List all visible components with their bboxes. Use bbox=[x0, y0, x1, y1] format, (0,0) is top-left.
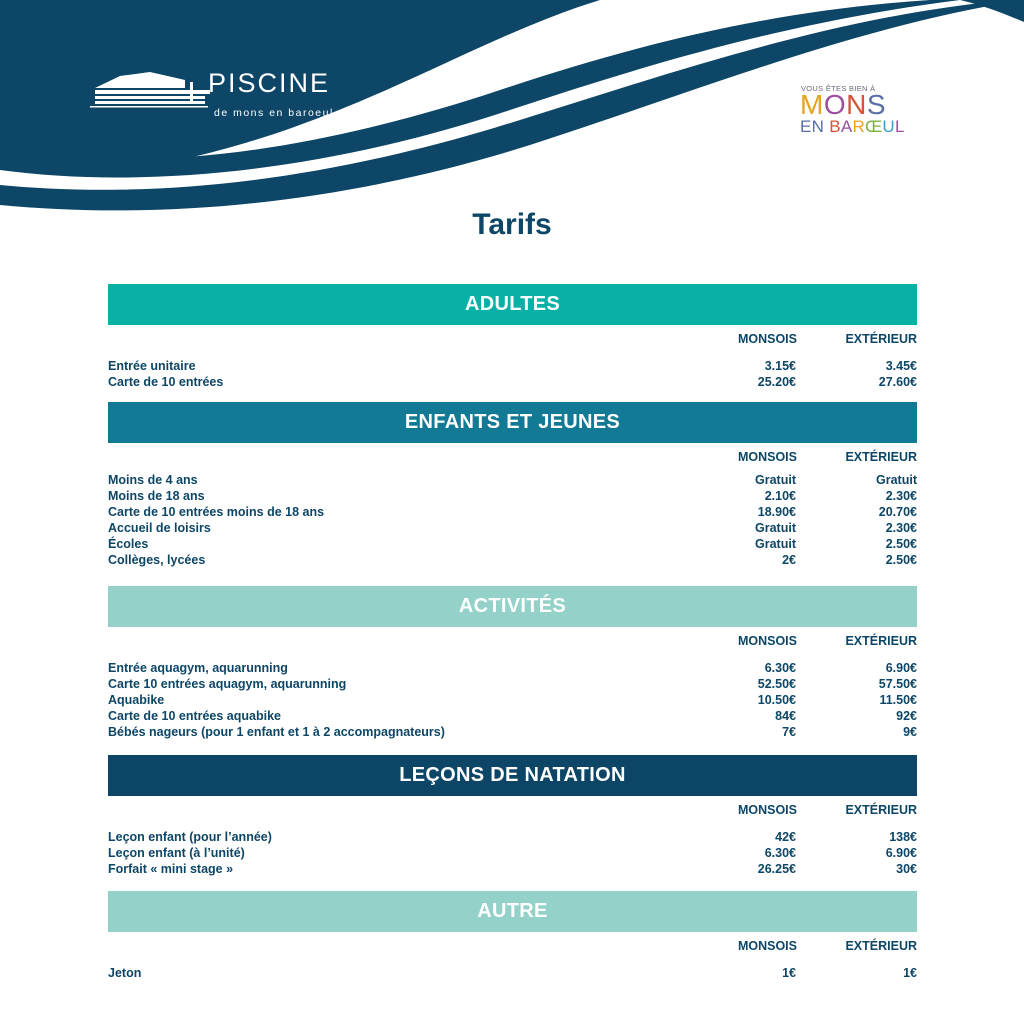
row-label: Écoles bbox=[108, 537, 149, 551]
price-row bbox=[108, 830, 917, 846]
row-label: Carte 10 entrées aquagym, aquarunning bbox=[108, 677, 347, 691]
wave-swoosh-3 bbox=[960, 0, 1024, 22]
column-monsois: MONSOIS bbox=[737, 803, 797, 817]
price-exterieur: 30€ bbox=[896, 862, 917, 876]
price-monsois: 84€ bbox=[775, 709, 796, 723]
price-monsois: 3.15€ bbox=[764, 359, 796, 373]
column-monsois: MONSOIS bbox=[737, 332, 797, 346]
piscine-logo bbox=[90, 62, 340, 132]
row-label: Bébés nageurs (pour 1 enfant et 1 à 2 accompagnateurs) bbox=[108, 725, 445, 739]
row-label: Carte de 10 entrées aquabike bbox=[108, 709, 281, 723]
price-monsois: 7€ bbox=[782, 725, 796, 739]
row-label: Carte de 10 entrées moins de 18 ans bbox=[108, 505, 325, 519]
mons-letter: M bbox=[800, 89, 824, 120]
piscine-wordmark: PISCINE bbox=[208, 68, 331, 98]
price-row bbox=[108, 661, 917, 677]
row-label: Moins de 4 ans bbox=[108, 473, 198, 487]
price-exterieur: 3.45€ bbox=[885, 359, 917, 373]
price-monsois: Gratuit bbox=[755, 473, 796, 487]
price-exterieur: 6.90€ bbox=[885, 846, 917, 860]
price-row bbox=[108, 693, 917, 709]
column-exterieur: EXTÉRIEUR bbox=[845, 939, 917, 953]
price-exterieur: 2.30€ bbox=[885, 521, 917, 535]
mons-letter: O bbox=[823, 89, 847, 120]
price-row bbox=[108, 553, 917, 569]
price-row bbox=[108, 709, 917, 725]
row-label: Jeton bbox=[108, 966, 142, 980]
building-icon bbox=[90, 66, 215, 116]
price-exterieur: 2.50€ bbox=[885, 537, 917, 551]
baroeul-letter: R bbox=[852, 117, 866, 136]
price-monsois: Gratuit bbox=[755, 521, 796, 535]
price-row bbox=[108, 521, 917, 537]
column-monsois: MONSOIS bbox=[737, 634, 797, 648]
price-exterieur: 20.70€ bbox=[878, 505, 917, 519]
price-row bbox=[108, 359, 917, 375]
section-header: LEÇONS DE NATATION bbox=[108, 755, 917, 796]
price-exterieur: 6.90€ bbox=[885, 661, 917, 675]
price-row bbox=[108, 966, 917, 982]
price-monsois: 6.30€ bbox=[764, 846, 796, 860]
baroeul-letter: Œ bbox=[865, 117, 883, 136]
en-baroeul-wordmark bbox=[800, 117, 905, 137]
price-exterieur: 11.50€ bbox=[879, 693, 917, 707]
price-row bbox=[108, 505, 917, 521]
price-row bbox=[108, 862, 917, 878]
price-exterieur: 27.60€ bbox=[878, 375, 917, 389]
row-label: Entrée unitaire bbox=[108, 359, 196, 373]
mons-tagline: VOUS ÊTES BIEN À bbox=[801, 84, 876, 93]
column-headers bbox=[108, 932, 917, 962]
price-monsois: 2.10€ bbox=[764, 489, 796, 503]
price-monsois: 26.25€ bbox=[757, 862, 796, 876]
section-enfants-jeunes bbox=[108, 402, 917, 569]
row-label: Collèges, lycées bbox=[108, 553, 206, 567]
column-headers bbox=[108, 796, 917, 826]
baroeul-letter: N bbox=[811, 117, 825, 136]
price-exterieur: 2.50€ bbox=[885, 553, 917, 567]
section-header: ADULTES bbox=[108, 284, 917, 325]
price-monsois: 42€ bbox=[775, 830, 796, 844]
mons-letter: N bbox=[846, 89, 867, 120]
price-monsois: 10.50€ bbox=[757, 693, 796, 707]
row-label: Accueil de loisirs bbox=[108, 521, 211, 535]
price-exterieur: 9€ bbox=[903, 725, 917, 739]
mons-wordmark bbox=[800, 90, 886, 120]
baroeul-letter: E bbox=[800, 117, 812, 136]
column-exterieur: EXTÉRIEUR bbox=[845, 450, 917, 464]
price-monsois: 25.20€ bbox=[757, 375, 796, 389]
mons-en-baroeul-logo bbox=[800, 84, 930, 144]
price-exterieur: 2.30€ bbox=[885, 489, 917, 503]
column-headers bbox=[108, 325, 917, 355]
section-activites bbox=[108, 586, 917, 741]
baroeul-letter: B bbox=[829, 117, 841, 136]
section-autre bbox=[108, 891, 917, 982]
price-exterieur: 138€ bbox=[889, 830, 917, 844]
price-monsois: Gratuit bbox=[755, 537, 796, 551]
baroeul-letter: A bbox=[840, 117, 853, 136]
row-label: Entrée aquagym, aquarunning bbox=[108, 661, 288, 675]
mons-letter: S bbox=[866, 89, 887, 120]
price-row bbox=[108, 537, 917, 553]
baroeul-letter: L bbox=[894, 117, 905, 136]
section-header: ACTIVITÉS bbox=[108, 586, 917, 627]
price-exterieur: 1€ bbox=[903, 966, 917, 980]
row-label: Aquabike bbox=[108, 693, 165, 707]
column-exterieur: EXTÉRIEUR bbox=[845, 634, 917, 648]
price-row bbox=[108, 677, 917, 693]
column-headers bbox=[108, 443, 917, 473]
section-adultes bbox=[108, 284, 917, 391]
row-label: Leçon enfant (pour l’année) bbox=[108, 830, 272, 844]
price-exterieur: 57.50€ bbox=[878, 677, 917, 691]
column-monsois: MONSOIS bbox=[737, 939, 797, 953]
price-row bbox=[108, 473, 917, 489]
row-label: Carte de 10 entrées bbox=[108, 375, 224, 389]
piscine-subtitle: de mons en baroeul bbox=[214, 107, 334, 119]
price-row bbox=[108, 489, 917, 505]
row-label: Forfait « mini stage » bbox=[108, 862, 234, 876]
price-monsois: 18.90€ bbox=[757, 505, 796, 519]
section-lecons-natation bbox=[108, 755, 917, 878]
price-monsois: 52.50€ bbox=[757, 677, 796, 691]
price-row bbox=[108, 846, 917, 862]
price-row bbox=[108, 375, 917, 391]
price-monsois: 6.30€ bbox=[764, 661, 796, 675]
section-header: ENFANTS ET JEUNES bbox=[108, 402, 917, 443]
price-monsois: 2€ bbox=[782, 553, 796, 567]
column-exterieur: EXTÉRIEUR bbox=[845, 803, 917, 817]
baroeul-letter: U bbox=[882, 117, 895, 136]
column-monsois: MONSOIS bbox=[737, 450, 797, 464]
section-header: AUTRE bbox=[108, 891, 917, 932]
price-exterieur: Gratuit bbox=[876, 473, 917, 487]
price-row bbox=[108, 725, 917, 741]
row-label: Leçon enfant (à l’unité) bbox=[108, 846, 245, 860]
row-label: Moins de 18 ans bbox=[108, 489, 205, 503]
price-exterieur: 92€ bbox=[896, 709, 917, 723]
column-exterieur: EXTÉRIEUR bbox=[845, 332, 917, 346]
page-title: Tarifs bbox=[472, 208, 552, 241]
column-headers bbox=[108, 627, 917, 657]
price-monsois: 1€ bbox=[782, 966, 796, 980]
